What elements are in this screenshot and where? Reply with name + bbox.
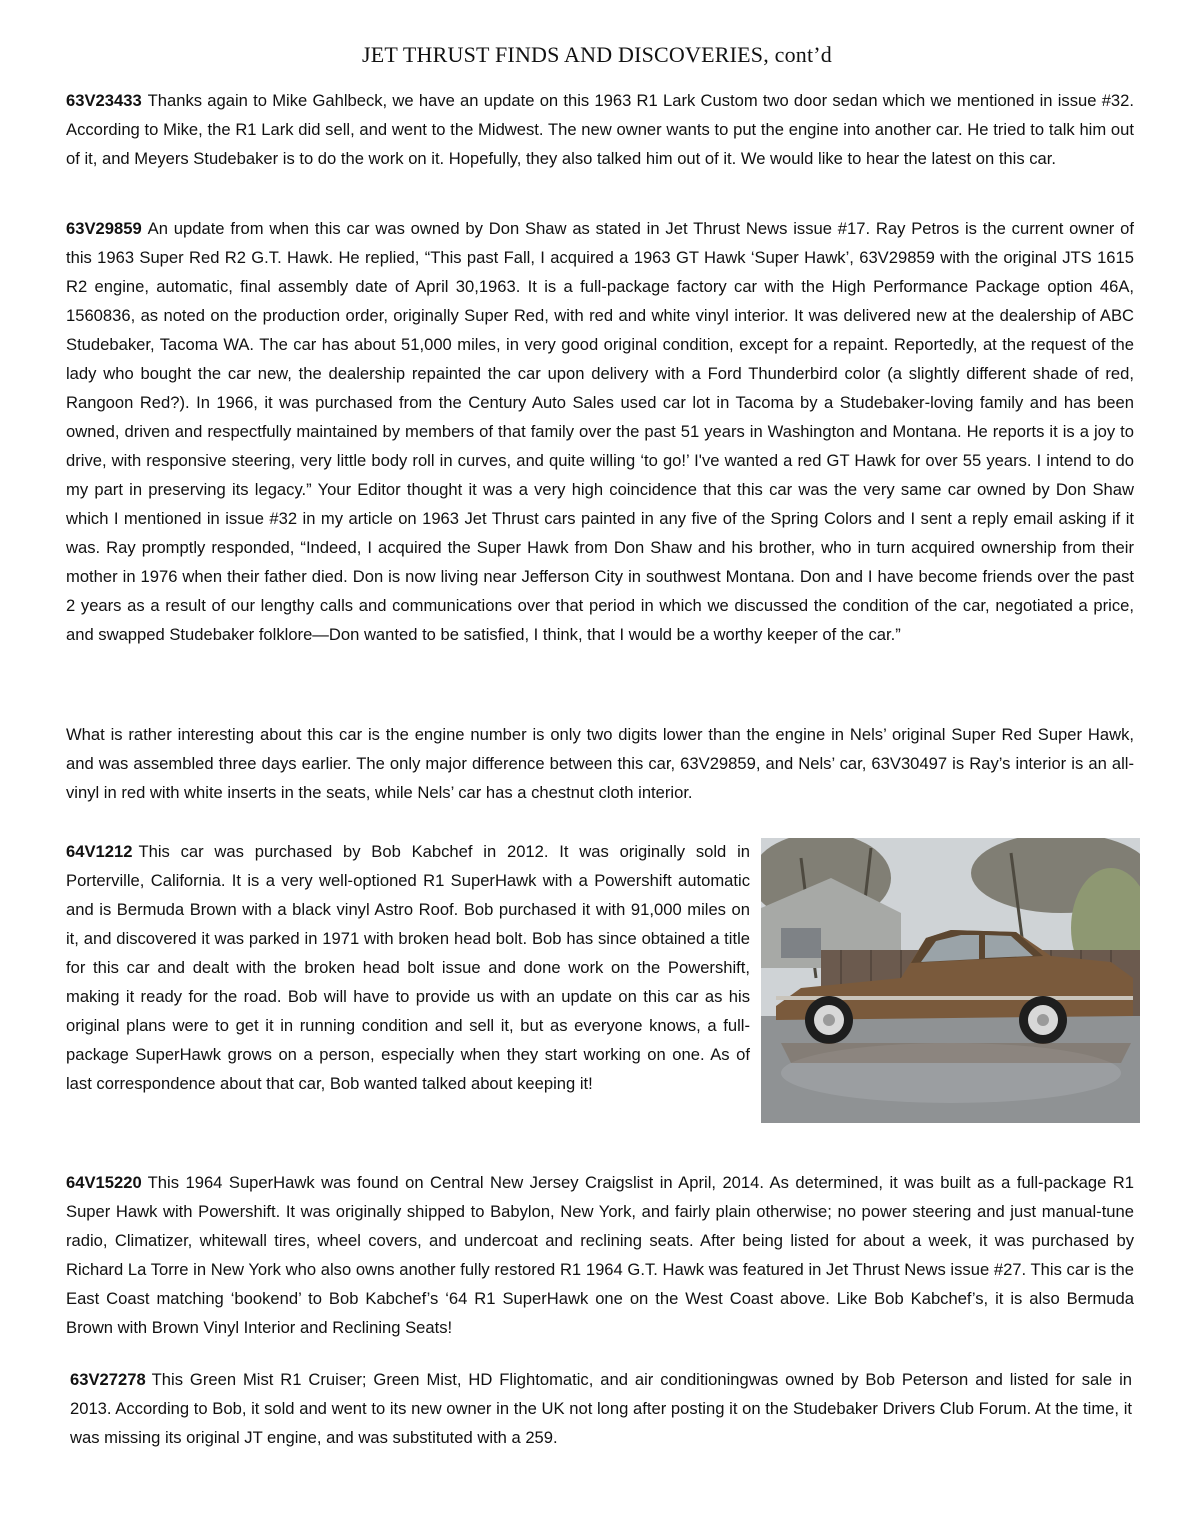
entry-text: Thanks again to Mike Gahlbeck, we have an update on this 1963 R1 Lark Custom two door sedan which we mentioned in issue #32. According to Mike, the R1 Lark did sell, and went to the Midwest. The new owner wants to put the engine into another car. He tried to talk him out of it, and Meyers Studebaker is to do the work on it. Hopefully, they also talked him out of it. We would like to hear the latest on this car. xyxy=(66,91,1134,168)
entry-64v1212 xyxy=(66,837,750,1098)
entry-id: 64V15220 xyxy=(66,1173,142,1192)
entry-text: An update from when this car was owned by Don Shaw as stated in Jet Thrust News issue #17. Ray Petros is the current owner of this 1963 Super Red R2 G.T. Hawk. He replied, “This past Fall, I acquired a 1963 GT Hawk ‘Super Hawk’, 63V29859 with the original JTS 1615 R2 engine, automatic, final assembly date of April 30,1963. It is a full-package factory car with the High Performance Package option 46A, 1560836, as noted on the production order, originally Super Red, with red and white vinyl interior. It was delivered new at the dealership of ABC Studebaker, Tacoma WA. The car has about 51,000 miles, in very good original condition, except for a repaint. Reportedly, at the request of the lady who bought the car new, the dealership repainted the car upon delivery with a Ford Thunderbird color (a slightly different shade of red, Rangoon Red?). In 1966, it was purchased from the Century Auto Sales used car lot in Tacoma by a Studebaker-loving family and has been owned, driven and respectfully maintained by members of that family over the past 51 years in Washington and Montana. He reports it is a joy to drive, with responsive steering, very little body roll in curves, and quite willing ‘to go!’ I've wanted a red GT Hawk for over 55 years. I intend to do my part in preserving its legacy.” Your Editor thought it was a very high coincidence that this car was the very same car owned by Don Shaw which I mentioned in issue #32 in my article on 1963 Jet Thrust cars painted in any five of the Spring Colors and I sent a reply email asking if it was. Ray promptly responded, “Indeed, I acquired the Super Hawk from Don Shaw and his brother, who in turn acquired ownership from their mother in 1976 when their father died. Don is now living near Jefferson City in southwest Montana. Don and I have become friends over the past 2 years as a result of our lengthy calls and communications over that period in which we discussed the condition of the car, negotiated a price, and swapped Studebaker folklore—Don wanted to be satisfied, I think, that I would be a worthy keeper of the car.” xyxy=(66,219,1134,644)
entry-63v23433 xyxy=(66,86,1134,173)
entry-id: 63V27278 xyxy=(70,1370,146,1389)
entry-63v29859-comment xyxy=(66,720,1134,807)
entry-id: 64V1212 xyxy=(66,842,133,861)
entry-text: This car was purchased by Bob Kabchef in 2012. It was originally sold in Porterville, California. It is a very well-optioned R1 SuperHawk with a Powershift automatic and is Bermuda Brown with a black vinyl Astro Roof. Bob purchased it with 91,000 miles on it, and discovered it was parked in 1971 with broken head bolt. Bob has since obtained a title for this car and dealt with the broken head bolt issue and done work on the Powershift, making it ready for the road. Bob will have to provide us with an update on this car as his original plans were to get it in running condition and sell it, but as everyone knows, a full-package SuperHawk grows on a person, especially when they start working on one. As of last correspondence about that car, Bob wanted talked about keeping it! xyxy=(66,842,750,1093)
car-photo xyxy=(761,838,1140,1123)
entry-id: 63V29859 xyxy=(66,219,142,238)
entry-text: This 1964 SuperHawk was found on Central New Jersey Craigslist in April, 2014. As determined, it was built as a full-package R1 Super Hawk with Powershift. It was originally shipped to Babylon, New York, and fairly plain otherwise; no power steering and just manual-tune radio, Climatizer, whitewall tires, wheel covers, and undercoat and reclining seats. After being listed for about a week, it was purchased by Richard La Torre in New York who also owns another fully restored R1 1964 G.T. Hawk was featured in Jet Thrust News issue #27. This car is the East Coast matching ‘bookend’ to Bob Kabchef’s ‘64 R1 SuperHawk one on the West Coast above. Like Bob Kabchef’s, it is also Bermuda Brown with Brown Vinyl Interior and Reclining Seats! xyxy=(66,1173,1134,1337)
entry-64v15220 xyxy=(66,1168,1134,1342)
entry-text: This Green Mist R1 Cruiser; Green Mist, HD Flightomatic, and air conditioningwas owned by Bob Peterson and listed for sale in 2013. According to Bob, it sold and went to its new owner in the UK not long after posting it on the Studebaker Drivers Club Forum. At the time, it was missing its original JT engine, and was substituted with a 259. xyxy=(70,1370,1132,1447)
entry-text: What is rather interesting about this car is the engine number is only two digits lower than the engine in Nels’ original Super Red Super Hawk, and was assembled three days earlier. The only major difference between this car, 63V29859, and Nels’ car, 63V30497 is Ray’s interior is an all-vinyl in red with white inserts in the seats, while Nels’ car has a chestnut cloth interior. xyxy=(66,725,1134,802)
entry-63v27278 xyxy=(70,1365,1132,1452)
page-title: JET THRUST FINDS AND DISCOVERIES, cont’d xyxy=(361,42,833,67)
entry-id: 63V23433 xyxy=(66,91,142,110)
entry-63v29859 xyxy=(66,214,1134,649)
